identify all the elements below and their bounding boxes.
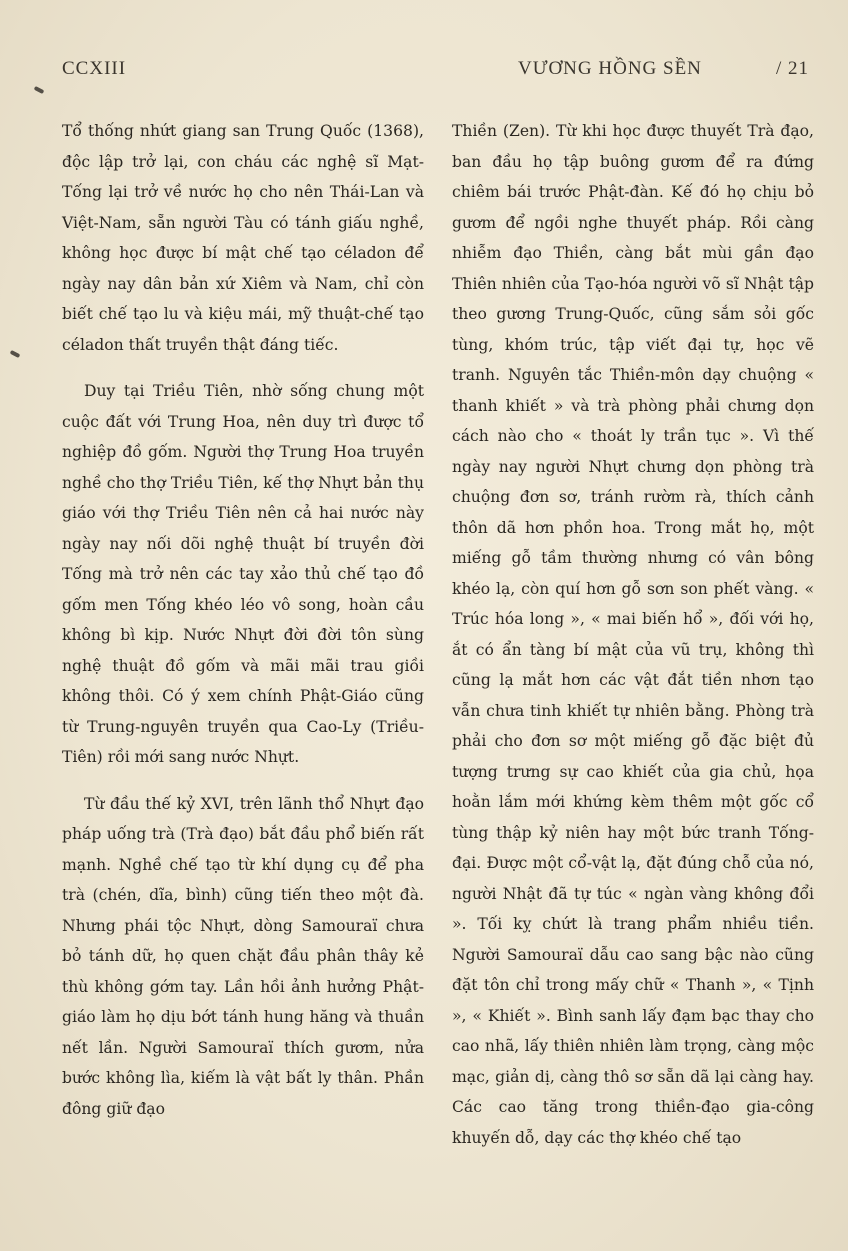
page-number: / 21 <box>776 58 810 79</box>
paragraph: Duy tại Triều Tiên, nhờ sống chung một cuộc đất với Trung Hoa, nên duy trì được tổ nghiệp đồ gốm. Người thợ Trung Hoa truyền nghề cho thợ Triều Tiên, kế thợ Nhựt bản thụ giáo với thợ Triều Tiên nên cả hai nước này ngày nay nối dõi nghệ thuật bí truyền đời Tống mà trở nên các tay xảo thủ chế tạo đồ gốm men Tống khéo léo vô song, hoàn cầu không bì kịp. Nước Nhựt đời đời tôn sùng nghệ thuật đồ gốm và mãi mãi trau giồi không thôi. Có ý xem chính Phật-Giáo cũng từ Trung-nguyên truyền qua Cao-Ly (Triều-Tiên) rồi mới sang nước Nhựt. <box>62 382 424 766</box>
right-column <box>452 116 814 1153</box>
chapter-code: CCXIII <box>62 58 127 79</box>
page-header <box>0 58 848 88</box>
running-author: VƯƠNG HỒNG SỀN <box>518 58 702 79</box>
paragraph: Thiền (Zen). Từ khi học được thuyết Trà đạo, ban đầu họ tập buông gươm để ra đứng chiêm bái trước Phật-đàn. Kế đó họ chịu bỏ gươm để ngồi nghe thuyết pháp. Rồi càng nhiễm đạo Thiền, càng bắt mùi gần đạo Thiên nhiên của Tạo-hóa người võ sĩ Nhật tập theo gương Trung-Quốc, cũng sắm sỏi gốc tùng, khóm trúc, tập viết đại tự, học vẽ tranh. Nguyên tắc Thiền-môn dạy chuộng « thanh khiết » và trà phòng phải chưng dọn cách nào cho « thoát ly trần tục ». Vì thế ngày nay người Nhựt chưng dọn phòng trà chuộng đơn sơ, tránh rườm rà, thích cảnh thôn dã hơn phồn hoa. Trong mắt họ, một miếng gỗ tầm thường nhưng có vân bông khéo lạ, còn quí hơn gỗ sơn son phết vàng. « Trúc hóa long », « mai biến hổ », đối với họ, ắt có ẩn tàng bí mật của vũ trụ, không thì cũng lạ mắt hơn các vật đắt tiền nhơn tạo vẫn chưa tinh khiết tự nhiên bằng. Phòng trà phải cho đơn sơ một miếng gỗ đặc biệt đủ tượng trưng sự cao khiết của gia chủ, họa hoằn lắm mới khứng kèm thêm một gốc cổ tùng thập kỷ niên hay một bức tranh Tống-đại. Được một cổ-vật lạ, đặt đúng chỗ của nó, người Nhật đã tự túc « ngàn vàng không đổi ». Tối kỵ chứt là trang phẩm nhiều tiền. Người Samouraï dẫu cao sang bậc nào cũng đặt tôn chỉ trong mấy chữ « Thanh », « Tịnh », « Khiết ». Bình sanh lấy đạm bạc thay cho cao nhã, lấy thiên nhiên làm trọng, càng mộc mạc, giản dị, càng thô sơ sẵn dã lại càng hay. Các cao tăng trong thiền-đạo gia-công khuyến dỗ, dạy các thợ khéo chế tạo <box>452 122 814 1147</box>
paragraph: Từ đầu thế kỷ XVI, trên lãnh thổ Nhựt đạo pháp uống trà (Trà đạo) bắt đầu phổ biến rất mạnh. Nghề chế tạo từ khí dụng cụ để pha trà (chén, dĩa, bình) cũng tiến theo một đà. Nhưng phái tộc Nhựt, dòng Samouraï chưa bỏ tánh dữ, họ quen chặt đầu phân thây kẻ thù không gớm tay. Lần hồi ảnh hưởng Phật-giáo làm họ dịu bớt tánh hung hăng và thuần nết lần. Người Samouraï thích gươm, nửa bước không lìa, kiếm là vật bất ly thân. Phần đông giữ đạo <box>62 794 424 1118</box>
paragraph: Tổ thống nhứt giang san Trung Quốc (1368), độc lập trở lại, con cháu các nghệ sĩ Mạt-Tống lại trở về nước họ cho nên Thái-Lan và Việt-Nam, sẵn người Tàu có tánh giấu nghề, không học được bí mật chế tạo céladon để ngày nay dân bản xứ Xiêm và Nam, chỉ còn biết chế tạo lu và kiệu mái, mỹ thuật-chế tạo céladon thất truyền thật đáng tiếc. <box>62 122 424 354</box>
left-column <box>62 116 424 1124</box>
